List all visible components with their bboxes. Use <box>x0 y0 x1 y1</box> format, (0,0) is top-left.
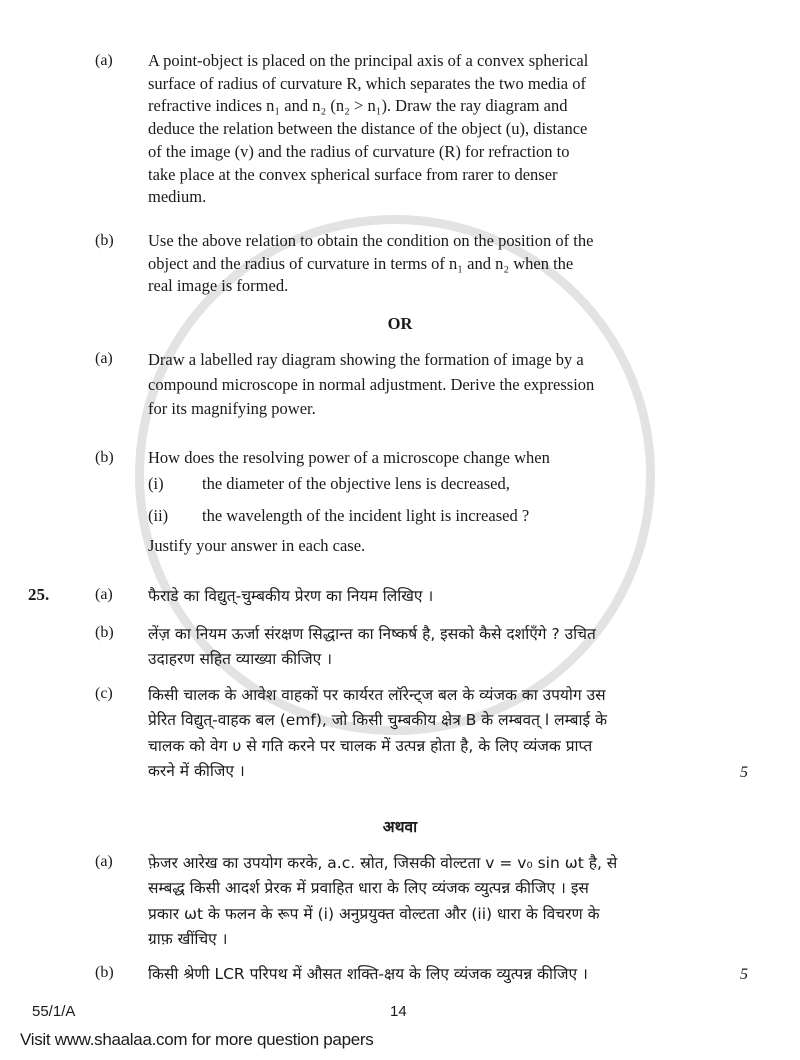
q25-part-c-label: (c) <box>95 684 113 702</box>
subpart-ii <box>148 505 718 535</box>
q24-part-a <box>28 50 800 209</box>
q24-or-part-b <box>28 447 800 558</box>
q25-alt-part-b-text <box>148 962 718 988</box>
q24-part-a-text-line: refractive indices n₁ and n₂ (n₂ > n₁). Draw the ray diagram and <box>148 96 568 116</box>
subpart-i-label: (i) <box>148 473 164 493</box>
q24-part-a-text-line: deduce the relation between the distance of the object (u), distance <box>148 119 588 139</box>
q25-part-c-text-line: करने में कीजिए । <box>148 762 245 781</box>
visit-link[interactable]: Visit www.shaalaa.com for more question papers <box>20 1030 374 1049</box>
q25-part-b-text-line: उदाहरण सहित व्याख्या कीजिए । <box>148 650 333 669</box>
q25-part-a-text-line: फैराडे का विद्युत्-चुम्बकीय प्रेरण का नियम लिखिए । <box>148 587 434 606</box>
subpart-ii-text: the wavelength of the incident light is increased ? <box>202 505 530 525</box>
q24-part-b-text-line: object and the radius of curvature in terms of n₁ and n₂ when the <box>148 253 574 273</box>
marks-label: 5 <box>740 966 748 984</box>
subpart-i <box>148 473 718 505</box>
or-heading: OR <box>387 314 413 334</box>
q25-alt-part-a-text-line: प्रकार ωt के फलन के रूप में (i) अनुप्रयुक्त वोल्टता और (ii) धारा के विचरण के <box>148 904 600 923</box>
q25-part-c <box>28 683 800 785</box>
q25-part-a-label: (a) <box>95 586 113 604</box>
q24-or-part-b-text <box>148 447 718 558</box>
q25-part-a <box>28 584 800 610</box>
q24-or-part-b-question: How does the resolving power of a microscope change when <box>148 447 550 467</box>
q24-part-a-label: (a) <box>95 52 113 69</box>
q24-part-b-text-line: real image is formed. <box>148 276 289 296</box>
q25-alt-part-b <box>28 962 800 988</box>
q24-or-part-b-label: (b) <box>95 448 114 466</box>
q25-part-c-text-line: चालक को वेग υ से गति करने पर चालक में उत्पन्न होता है, के लिए व्यंजक प्राप्त <box>148 736 593 755</box>
marks-label: 5 <box>740 763 748 781</box>
subpart-ii-label: (ii) <box>148 505 169 525</box>
subpart-i-text: the diameter of the objective lens is decreased, <box>202 473 510 493</box>
q24-part-a-text-line: A point-object is placed on the principal axis of a convex spherical <box>148 51 589 70</box>
q24-or-part-a-label: (a) <box>95 350 113 368</box>
q24-part-a-text-line: of the image (v) and the radius of curvature (R) for refraction to <box>148 141 570 161</box>
question-number-25: 25. <box>28 585 50 605</box>
q25-part-a-text <box>148 584 718 610</box>
q24-or-part-a-text-line: compound microscope in normal adjustment. Derive the expression <box>148 374 595 394</box>
q25-part-c-text-line: प्रेरित विद्युत्-वाहक बल (emf), जो किसी चुम्बकीय क्षेत्र B के लम्बवत् l लम्बाई के <box>148 711 607 730</box>
q24-part-b <box>28 230 800 298</box>
q24-part-a-text-line: medium. <box>148 187 207 207</box>
q25-part-b <box>28 622 800 673</box>
q25-alt-part-a-text-line: फ़ेजर आरेख का उपयोग करके, a.c. स्रोत, जिसकी वोल्टता v = v₀ sin ωt है, से <box>148 853 618 872</box>
paper-code: 55/1/A <box>32 1003 76 1020</box>
justify-instruction: Justify your answer in each case. <box>148 535 366 555</box>
q24-part-b-text <box>148 230 718 298</box>
q24-or-part-a-text <box>148 348 718 422</box>
q25-part-b-text-line: लेंज़ का नियम ऊर्जा संरक्षण सिद्धान्त का निष्कर्ष है, इसको कैसे दर्शाएँगे ? उचित <box>148 624 596 643</box>
q25-part-b-label: (b) <box>95 623 114 641</box>
q24-part-a-text-line: surface of radius of curvature R, which separates the two media of <box>148 73 586 93</box>
q25-part-c-text <box>148 683 718 785</box>
q24-or-part-a <box>28 348 800 422</box>
q24-part-a-text <box>148 50 718 209</box>
q25-part-c-text-line: किसी चालक के आवेश वाहकों पर कार्यरत लॉरेन्ट्ज बल के व्यंजक का उपयोग उस <box>148 685 606 704</box>
q25-alt-part-a <box>28 851 800 953</box>
q25-alt-part-a-text-line: ग्राफ़ खींचिए । <box>148 930 228 949</box>
q24-or-part-a-text-line: for its magnifying power. <box>148 399 316 419</box>
page-number: 14 <box>390 1003 407 1020</box>
q25-alt-part-b-label: (b) <box>95 963 114 981</box>
q24-part-a-text-line: take place at the convex spherical surface from rarer to denser <box>148 164 558 184</box>
questions <box>0 50 800 987</box>
q24-part-b-text-line: Use the above relation to obtain the condition on the position of the <box>148 230 594 250</box>
q25-alt-part-a-label: (a) <box>95 852 113 870</box>
q24-or-part-a-text-line: Draw a labelled ray diagram showing the formation of image by a <box>148 350 584 370</box>
q24-part-b-label: (b) <box>95 231 114 249</box>
q25-alt-part-a-text-line: सम्बद्ध किसी आदर्श प्रेरक में प्रवाहित धारा के लिए व्यंजक व्युत्पन्न कीजिए । इस <box>148 879 589 898</box>
q25-alt-part-b-text-line: किसी श्रेणी LCR परिपथ में औसत शक्ति-क्षय के लिए व्यंजक व्युत्पन्न कीजिए । <box>148 964 588 983</box>
q25-alt-part-a-text <box>148 851 718 953</box>
athva-heading: अथवा <box>382 817 418 836</box>
q25-part-b-text <box>148 622 718 673</box>
